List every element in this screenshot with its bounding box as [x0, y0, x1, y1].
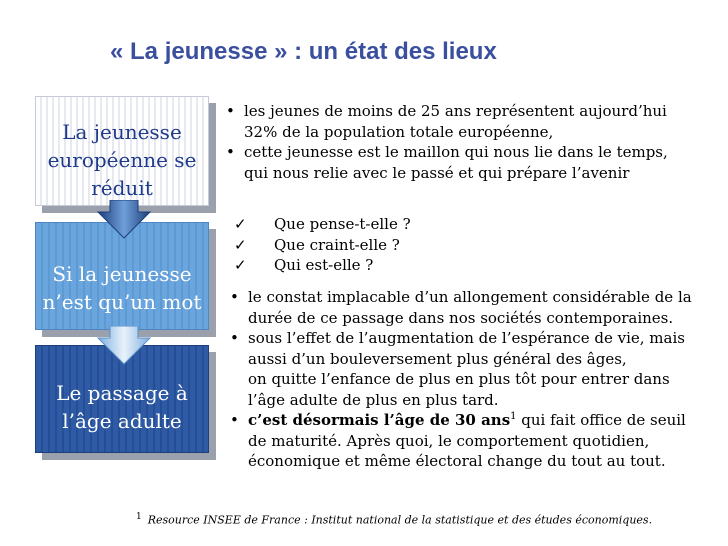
down-arrow-icon — [96, 200, 152, 240]
list-item: • sous l’effet de l’augmentation de l’espérance de vie, mais aussi d’un bouleversement plus général des âges, on quitte l’enfance de plus en plus tôt pour entrer dans l’âge adulte de plus en plus tard. — [226, 328, 692, 410]
list-item — [230, 214, 411, 235]
list-item — [230, 235, 411, 256]
bullet3-line2: durée de ce passage dans nos sociétés contemporaines. — [248, 308, 674, 327]
question-list — [230, 214, 411, 276]
footnote-ref: 1 — [510, 411, 517, 422]
box2-line1: Si la jeunesse — [52, 262, 192, 286]
footnote — [136, 512, 652, 527]
checkmark-icon: ✓ — [234, 256, 247, 274]
bullet3-line1: le constat implacable d’un allongement considérable de la — [248, 288, 692, 306]
checkmark-icon: ✓ — [234, 215, 247, 233]
bullet4-line2: aussi d’un bouleversement plus général des âges, — [248, 349, 627, 368]
checkmark-icon: ✓ — [234, 235, 247, 254]
list-item: • le constat implacable d’un allongement considérable de la durée de ce passage dans nos sociétés contemporaines. — [230, 288, 692, 327]
bullet4-line1: sous l’effet de l’augmentation de l’espérance de vie, mais — [248, 329, 685, 347]
box1-line3: réduit — [91, 176, 153, 200]
down-arrow-icon — [96, 326, 152, 366]
box1-line2: européenne se — [47, 148, 197, 172]
bullets-bottom — [226, 287, 692, 472]
bullet5-line2: de maturité. Après quoi, le comportement quotidien, — [248, 431, 650, 450]
question-text: Qui est-elle ? — [274, 256, 374, 274]
box3-line1: Le passage à — [56, 381, 188, 405]
question-text: Que craint-elle ? — [274, 235, 400, 254]
bullet2-line1: cette jeunesse est le maillon qui nous lie dans le temps, — [244, 143, 668, 161]
box1-line1: La jeunesse — [62, 120, 182, 144]
list-item: • c’est désormais l’âge de 30 ans$^1$ qui fait office de seuil de maturité. Après quoi, le comportement quotidien, économique et même électoral change du tout au tout. — [226, 410, 692, 472]
footnote-marker: 1 — [136, 512, 142, 522]
bullet4-line4: l’âge adulte de plus en plus tard. — [248, 390, 499, 409]
bullet5-line3: économique et même électoral change du tout au tout. — [248, 452, 666, 470]
box-europe-youth — [35, 96, 209, 206]
bullet5-bold: c’est désormais l’âge de 30 ans — [248, 411, 511, 429]
bullet4-line3: on quitte l’enfance de plus en plus tôt pour entrer dans — [248, 370, 670, 388]
list-item: • les jeunes de moins de 25 ans représentent aujourd’hui 32% de la population totale européenne, — [226, 102, 667, 141]
bullet1-line1: les jeunes de moins de 25 ans représentent aujourd’hui — [244, 102, 667, 120]
box2-line2: n’est qu’un mot — [42, 290, 202, 314]
bullet2-line2: qui nous relie avec le passé et qui prépare l’avenir — [244, 163, 630, 182]
bullets-top — [222, 101, 668, 183]
slide-title: « La jeunesse » : un état des lieux — [110, 38, 497, 65]
bullet1-line2: 32% de la population totale européenne, — [244, 122, 554, 141]
footnote-text: Resource INSEE de France : Institut national de la statistique et des études économiques. — [147, 513, 653, 527]
question-text: Que pense-t-elle ? — [274, 215, 411, 233]
list-item: • cette jeunesse est le maillon qui nous lie dans le temps, qui nous relie avec le passé et qui prépare l’avenir — [226, 143, 668, 182]
bullet5-rest: qui fait office de seuil — [516, 411, 686, 429]
box3-line2: l’âge adulte — [62, 409, 182, 433]
list-item — [230, 255, 411, 276]
